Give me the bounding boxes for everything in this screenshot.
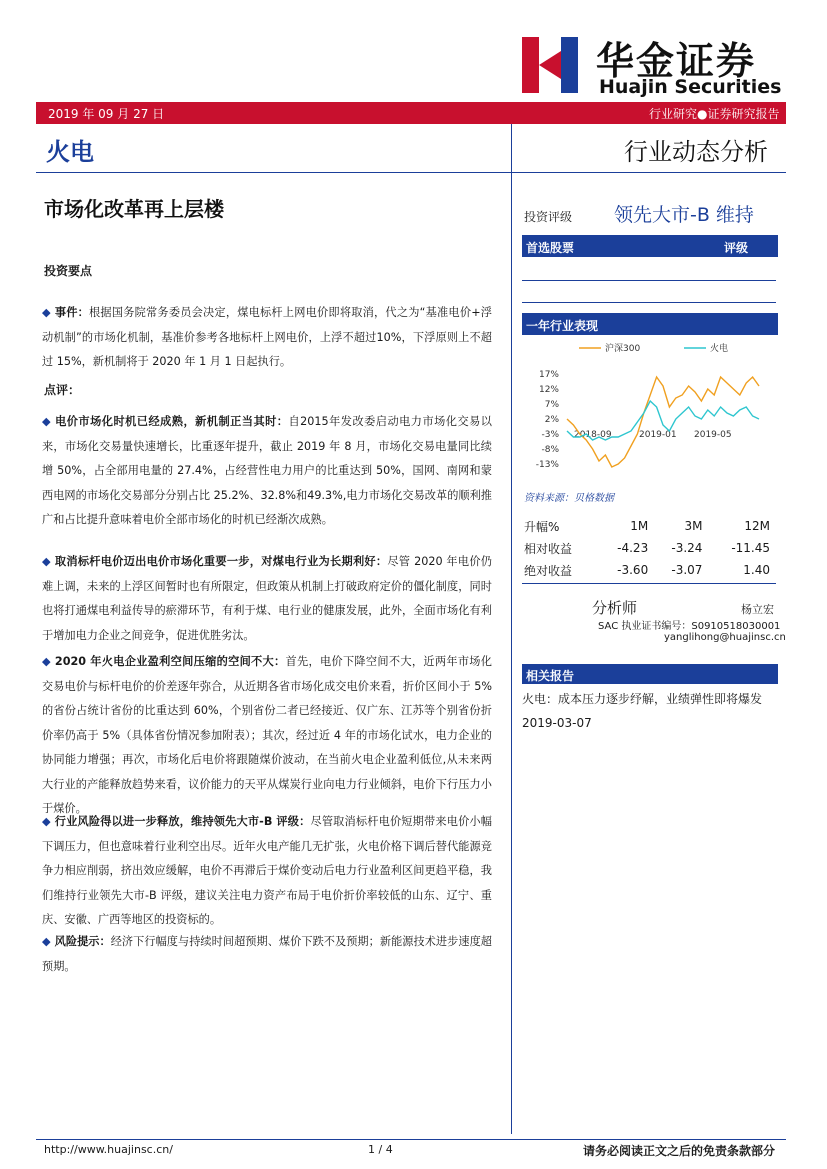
table-row [524, 559, 770, 581]
chart-title: 一年行业表现 [526, 319, 599, 333]
table-header-cell: 3M [684, 519, 703, 533]
diamond-bullet-icon: ◆ [42, 306, 51, 319]
analyst-label: 分析师 [592, 599, 638, 617]
x-tick-label: 2019-05 [694, 430, 732, 440]
footer-url[interactable]: http://www.huajinsc.cn/ [44, 1143, 173, 1156]
x-tick-label: 2019-01 [639, 430, 677, 440]
analyst-sac: SAC 执业证书编号：S0910518030001 [598, 621, 781, 632]
y-tick-label: -8% [541, 445, 559, 455]
report-title: 市场化改革再上层楼 [44, 197, 224, 221]
table-row [524, 537, 770, 559]
rating-value: 领先大市-B 维持 [614, 204, 754, 226]
point-timing: ◆ 电价市场化时机已经成熟，新机制正当其时：自2015年发改委启动电力市场化交易以来，市场化交易量快速增长，比重逐年提升，截止 2019 年 8 月，市场化交易电量同比续增 50%，占全部用电量的 27.4%，占经营性电力用户的比重达到 50%，国网、南网和蒙西电网的市场化交易部分分别占比 25.2%、32.8%和49.3%,电力市场化交易改革的顺利推广和占比提升意味着电价全部市场化的时机已经渐次成熟。 [42, 415, 492, 526]
y-tick-label: 7% [544, 400, 559, 410]
table-row [524, 515, 770, 537]
table-cell: -3.60 [617, 563, 649, 577]
comment-heading: 点评： [44, 383, 81, 397]
table-cell: 1.40 [743, 563, 770, 577]
table-header-cell: 1M [630, 519, 649, 533]
point-event: ◆ 事件：根据国务院常务委员会决定，煤电标杆上网电价即将取消，代之为“基准电价+浮动机制”的市场化机制，基准价参考各地标杆上网电价，上浮不超过10%，下浮原则上不超过 15%，新机制将于 2020 年 1 月 1 日起执行。 [42, 306, 492, 368]
table-cell: -11.45 [731, 541, 770, 555]
report-type: 行业动态分析 [624, 138, 768, 166]
key-points-heading: 投资要点 [44, 264, 93, 278]
point-benchmark: ◆ 取消标杆电价迈出电价市场化重要一步，对煤电行业为长期利好：尽管 2020 年电价仍难上调，未来的上浮区间暂时也有所限定，但政策从机制上打破政府定价的僵化制度，同时也将打通煤电利益传导的瘀滞环节，有利于煤、电行业的健康发展，此外，全面市场化有利于增加电力企业之间竞争，促进优胜劣汰。 [42, 555, 492, 642]
point-risk-warning: ◆ 风险提示：经济下行幅度与持续时间超预期、煤价下跌不及预期；新能源技术进步速度超预期。 [42, 935, 492, 973]
report-date: 2019 年 09 月 27 日 [48, 107, 165, 121]
series-line [567, 377, 759, 467]
analyst-name: 杨立宏 [741, 603, 774, 616]
table-cell: 相对收益 [524, 541, 573, 556]
table-header-cell: 升幅% [524, 519, 560, 534]
table-cell: -4.23 [617, 541, 649, 555]
chart-source: 资料来源：贝格数据 [524, 493, 614, 504]
performance-chart [519, 340, 779, 475]
y-tick-label: 12% [538, 385, 559, 395]
brand-name-cn: 华金证券 [596, 39, 757, 83]
stock-table-row-line [522, 302, 776, 303]
related-heading-bar [522, 664, 778, 684]
related-report-link[interactable]: 火电：成本压力逐步纾解，业绩弹性即将爆发 2019-03-07 [522, 692, 763, 730]
column-divider [511, 124, 512, 1134]
related-heading: 相关报告 [526, 669, 575, 683]
table-bottom-line [522, 583, 776, 584]
point-profit: ◆ 2020 年火电企业盈利空间压缩的空间不大：首先，电价下降空间不大，近两年市场化交易电价与标杆电价的价差逐年弥合，从近期各省市场化成交电价来看，折价区间小于 5%的省份占统计省份的比重达到 60%，个别省份二者已经接近、仅广东、江苏等个别省份折价率仍高于 5%（具体省份情况参加附表）；其次，经过近 4 年的市场化试水，电力企业的协同能力增强；再次，市场化后电价将跟随煤价波动，在当前火电企业盈利低位,从未来两大行业的产能释放趋势来看，议价能力的天平从煤炭行业向电力行业倾斜，电价下行压力小于煤价。 [42, 655, 492, 815]
diamond-bullet-icon: ◆ [42, 555, 51, 568]
stock-table-row-line [522, 280, 776, 281]
diamond-bullet-icon: ◆ [42, 815, 51, 828]
rating-col-label: 评级 [724, 241, 749, 255]
x-tick-label: 2018-09 [574, 430, 612, 440]
diamond-bullet-icon: ◆ [42, 415, 52, 428]
header-divider [36, 172, 786, 173]
report-category: 行业研究●证券研究报告 [649, 107, 780, 121]
point-risk-release: ◆ 行业风险得以进一步释放，维持领先大市-B 评级：尽管取消标杆电价短期带来电价小幅下调压力，但也意味着行业利空出尽。近年火电产能几无扩张，火电价格下调后替代能源竞争力相应削弱，挤出效应缓解，电价不再滞后于煤价变动后电力行业盈利区间更趋平稳，我们维持行业领先大市-B 评级，建议关注电力资产布局于电价折价率较低的山东、辽宁、重庆、安徽、广西等地区的投资标的。 [42, 815, 492, 926]
y-tick-label: 2% [544, 415, 559, 425]
performance-table [524, 515, 770, 581]
table-cell: -3.24 [671, 541, 703, 555]
table-cell: 绝对收益 [524, 563, 573, 578]
y-tick-label: -13% [535, 460, 559, 470]
brand-name-en: Huajin Securities [599, 76, 782, 98]
y-tick-label: -3% [541, 430, 559, 440]
table-cell: -3.07 [671, 563, 703, 577]
chart-title-bar [522, 313, 778, 335]
analyst-email[interactable]: yanglihong@huajinsc.cn [664, 632, 786, 643]
diamond-bullet-icon: ◆ [42, 935, 51, 948]
sector-name: 火电 [46, 138, 94, 166]
table-header-cell: 12M [744, 519, 770, 533]
legend-label: 沪深300 [605, 344, 641, 354]
huajin-logo-icon [522, 37, 578, 93]
rating-label: 投资评级 [524, 210, 573, 224]
diamond-bullet-icon: ◆ [42, 655, 51, 668]
footer-divider [36, 1139, 786, 1140]
legend-label: 火电 [710, 344, 729, 354]
disclaimer: 请务必阅读正文之后的免责条款部分 [583, 1144, 776, 1158]
stock-table-header [522, 235, 778, 257]
stock-col-label: 首选股票 [526, 241, 575, 255]
y-tick-label: 17% [538, 370, 559, 380]
page-number: 1 / 4 [368, 1143, 393, 1156]
